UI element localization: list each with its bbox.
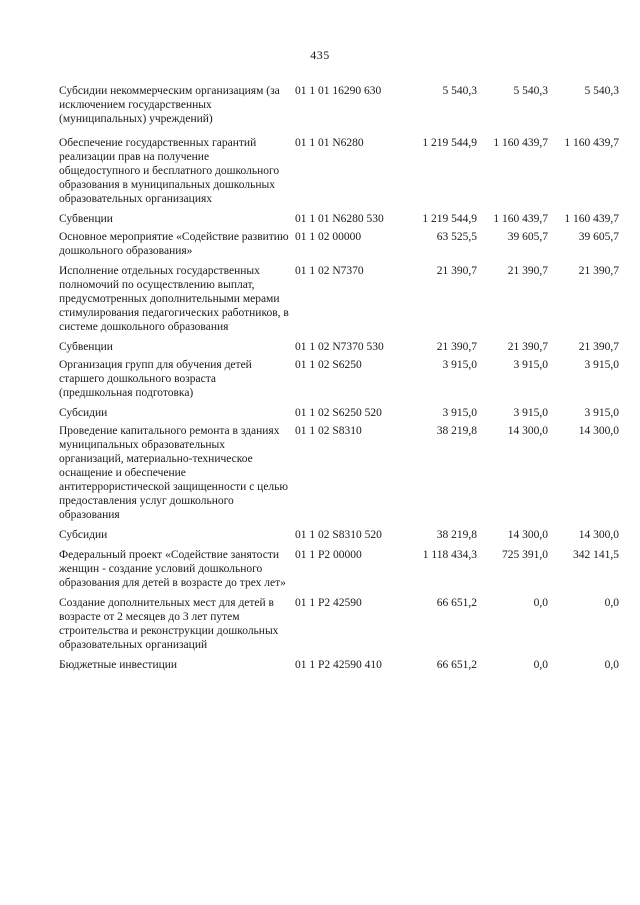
table-row <box>59 340 619 354</box>
row-value-3: 21 390,7 <box>578 265 619 277</box>
table-row <box>59 358 619 400</box>
row-name: Проведение капитального ремонта в зданиях муниципальных образовательных организаций, материально-техническое оснащение и обеспечение антитеррористической защищенности с целью предоставления услуг дошкольного образования <box>59 425 289 521</box>
table-row <box>59 548 619 590</box>
row-value-2: 39 605,7 <box>507 231 548 243</box>
row-code: 01 1 02 N7370 <box>295 265 364 277</box>
budget-table <box>59 84 619 672</box>
row-value-1: 21 390,7 <box>436 265 477 277</box>
row-name: Бюджетные инвестиции <box>59 659 178 671</box>
row-value-3: 342 141,5 <box>573 549 619 561</box>
row-value-1: 38 219,8 <box>436 529 477 541</box>
row-name: Субсидии <box>59 407 108 419</box>
table-row <box>59 658 619 672</box>
row-code: 01 1 P2 42590 410 <box>295 659 382 671</box>
row-value-3: 5 540,3 <box>584 85 619 97</box>
row-value-2: 1 160 439,7 <box>493 213 548 225</box>
row-value-1: 1 118 434,3 <box>422 549 477 561</box>
table-row <box>59 84 619 126</box>
row-value-1: 1 219 544,9 <box>422 213 477 225</box>
row-code: 01 1 02 S6250 520 <box>295 407 382 419</box>
row-code: 01 1 01 N6280 530 <box>295 213 384 225</box>
row-value-3: 0,0 <box>604 597 619 609</box>
row-value-2: 725 391,0 <box>502 549 548 561</box>
row-value-1: 63 525,5 <box>436 231 477 243</box>
row-code: 01 1 02 S8310 <box>295 425 362 437</box>
table-row <box>59 212 619 226</box>
row-name: Субсидии <box>59 529 108 541</box>
row-value-1: 21 390,7 <box>436 341 477 353</box>
row-value-3: 21 390,7 <box>578 341 619 353</box>
row-value-3: 0,0 <box>604 659 619 671</box>
table-row <box>59 424 619 522</box>
table-row <box>59 528 619 542</box>
row-name: Субсидии некоммерческим организациям (за исключением государственных (муниципальных) учреждений) <box>59 85 280 125</box>
row-code: 01 1 P2 42590 <box>295 597 362 609</box>
row-value-2: 0,0 <box>533 597 548 609</box>
row-name: Субвенции <box>59 341 113 353</box>
table-row <box>59 406 619 420</box>
row-value-2: 5 540,3 <box>513 85 548 97</box>
row-code: 01 1 02 00000 <box>295 231 362 243</box>
row-value-1: 1 219 544,9 <box>422 137 477 149</box>
row-value-2: 14 300,0 <box>507 529 548 541</box>
row-code: 01 1 01 N6280 <box>295 137 364 149</box>
row-value-2: 3 915,0 <box>513 407 548 419</box>
row-code: 01 1 P2 00000 <box>295 549 362 561</box>
row-value-3: 1 160 439,7 <box>564 213 619 225</box>
table-row <box>59 230 619 258</box>
row-code: 01 1 02 S8310 520 <box>295 529 382 541</box>
page-number: 435 <box>310 48 330 62</box>
row-name: Обеспечение государственных гарантий реализации прав на получение общедоступного и бесплатного дошкольного образования в муниципальных дошкольных образовательных организациях <box>59 137 280 205</box>
row-value-3: 39 605,7 <box>578 231 619 243</box>
row-name: Основное мероприятие «Содействие развитию дошкольного образования» <box>59 231 289 257</box>
table-row <box>59 136 619 206</box>
row-value-2: 21 390,7 <box>507 265 548 277</box>
row-name: Исполнение отдельных государственных полномочий по осуществлению выплат, предусмотренных дополнительными мерами стимулирования педагогических работников, в системе дошкольного образования <box>59 265 289 333</box>
row-value-3: 14 300,0 <box>578 425 619 437</box>
row-value-3: 3 915,0 <box>584 359 619 371</box>
row-code: 01 1 01 16290 630 <box>295 85 382 97</box>
row-value-3: 14 300,0 <box>578 529 619 541</box>
table-row <box>59 596 619 652</box>
row-value-1: 66 651,2 <box>436 597 477 609</box>
table-row <box>59 264 619 334</box>
row-value-3: 3 915,0 <box>584 407 619 419</box>
row-value-1: 38 219,8 <box>436 425 477 437</box>
row-value-1: 5 540,3 <box>442 85 477 97</box>
row-name: Федеральный проект «Содействие занятости женщин - создание условий дошкольного образования для детей в возрасте до трех лет» <box>59 549 286 589</box>
row-value-2: 21 390,7 <box>507 341 548 353</box>
row-code: 01 1 02 S6250 <box>295 359 362 371</box>
row-name: Субвенции <box>59 213 113 225</box>
row-value-2: 3 915,0 <box>513 359 548 371</box>
row-value-2: 1 160 439,7 <box>493 137 548 149</box>
row-value-1: 3 915,0 <box>442 359 477 371</box>
row-value-1: 66 651,2 <box>436 659 477 671</box>
row-code: 01 1 02 N7370 530 <box>295 341 384 353</box>
row-value-2: 0,0 <box>533 659 548 671</box>
row-name: Создание дополнительных мест для детей в возрасте от 2 месяцев до 3 лет путем строительства и реконструкции дошкольных образовательных организаций <box>59 597 279 651</box>
row-name: Организация групп для обучения детей старшего дошкольного возраста (предшкольная подготовка) <box>59 359 252 399</box>
row-value-1: 3 915,0 <box>442 407 477 419</box>
row-value-2: 14 300,0 <box>507 425 548 437</box>
row-value-3: 1 160 439,7 <box>564 137 619 149</box>
